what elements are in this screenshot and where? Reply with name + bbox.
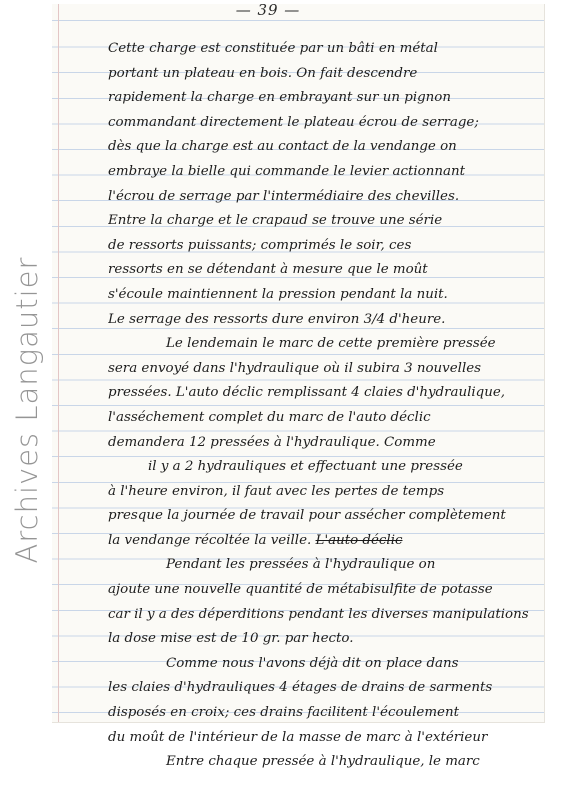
text-line: les claies d'hydrauliques 4 étages de drains de sarments [108, 680, 493, 696]
margin-rule [58, 4, 59, 722]
text-line: disposés en croix; ces drains facilitent l'écoulement [108, 705, 459, 721]
text-line: car il y a des déperditions pendant les diverses manipulations [108, 606, 529, 622]
text-line: Entre la charge et le crapaud se trouve une série [108, 213, 443, 229]
text-line: demandera 12 pressées à l'hydraulique. Comme [108, 434, 436, 450]
handwritten-text [108, 37, 544, 775]
text-line: presque la journée de travail pour assécher complètement [108, 508, 506, 524]
text-line: Comme nous l'avons déjà dit on place dans [166, 655, 459, 671]
text-line: commandant directement le plateau écrou de serrage; [108, 114, 479, 130]
text-line: Entre chaque pressée à l'hydraulique, le marc [166, 754, 480, 770]
text-line: Pendant les pressées à l'hydraulique on [166, 557, 436, 573]
page-number: — 39 — [235, 1, 301, 19]
text-line: de ressorts puissants; comprimés le soir, ces [108, 237, 412, 253]
text-line-with-strikethrough [108, 529, 544, 554]
text-line: portant un plateau en bois. On fait descendre [108, 65, 418, 81]
text-line: pressées. L'auto déclic remplissant 4 claies d'hydraulique, [108, 385, 506, 401]
text-line: Le lendemain le marc de cette première pressée [166, 336, 496, 352]
text-line: Le serrage des ressorts dure environ 3/4 d'heure. [108, 311, 446, 327]
text-fragment: la vendange récoltée la veille. [108, 532, 312, 548]
text-line: il y a 2 hydrauliques et effectuant une pressée [148, 459, 463, 475]
watermark: Archives Langautier [10, 256, 44, 564]
text-line: ajoute une nouvelle quantité de métabisulfite de potasse [108, 582, 493, 598]
text-line: s'écoule maintiennent la pression pendant la nuit. [108, 286, 448, 302]
struck-out-text: L'auto déclic [315, 532, 403, 548]
text-line: l'asséchement complet du marc de l'auto déclic [108, 409, 431, 425]
text-line: du moût de l'intérieur de la masse de marc à l'extérieur [108, 729, 488, 745]
text-line: ressorts en se détendant à mesure que le moût [108, 262, 428, 278]
text-line: Cette charge est constituée par un bâti en métal [108, 41, 438, 56]
text-line: embraye la bielle qui commande le levier actionnant [108, 163, 465, 179]
text-line: rapidement la charge en embrayant sur un pignon [108, 90, 451, 106]
text-line: l'écrou de serrage par l'intermédiaire des chevilles. [108, 188, 460, 204]
text-line: la dose mise est de 10 gr. par hecto. [108, 631, 354, 647]
text-line: à l'heure environ, il faut avec les pertes de temps [108, 483, 445, 499]
text-line: sera envoyé dans l'hydraulique où il subira 3 nouvelles [108, 360, 482, 376]
text-line: dès que la charge est au contact de la vendange on [108, 139, 457, 155]
